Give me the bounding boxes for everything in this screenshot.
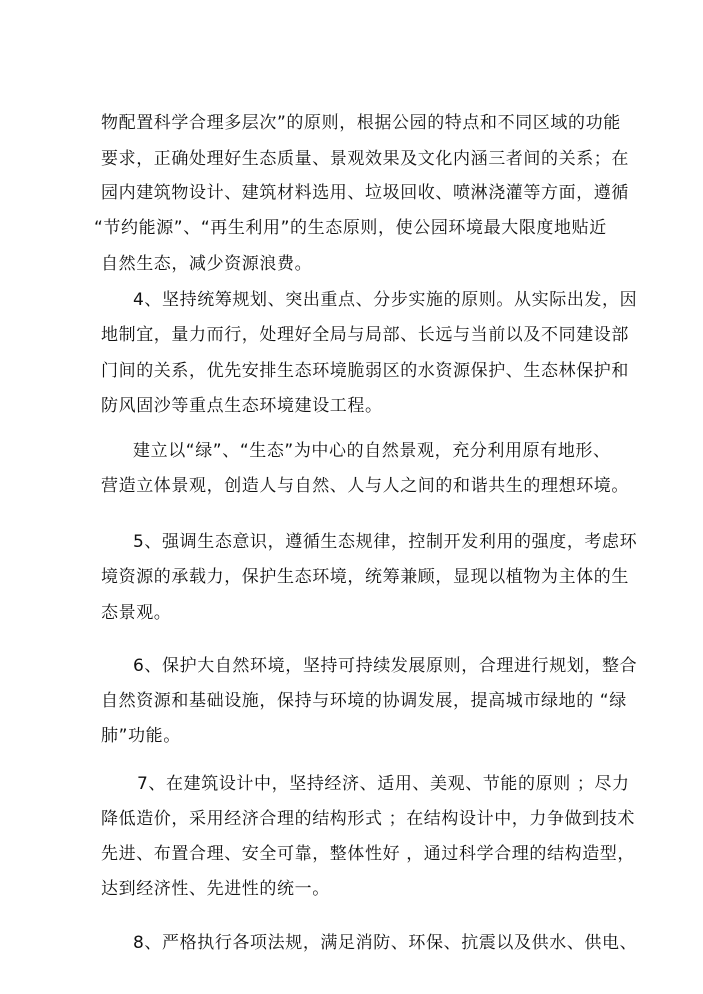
paragraph-6-line-3: 先进、布置合理、安全可靠，整体性好 ，通过科学合理的结构造型， — [101, 844, 636, 864]
paragraph-2-line-2: 地制宜，量力而行，处理好全局与局部、长远与当前以及不同建设部 — [101, 325, 629, 345]
paragraph-6-line-1: 7、在建筑设计中，坚持经济、适用、美观、节能的原则 ；尽力 — [137, 774, 630, 794]
paragraph-7-line-1: 8、严格执行各项法规，满足消防、环保、抗震以及供水、供电、 — [133, 933, 638, 953]
paragraph-5-line-3: 肺”功能。 — [101, 726, 181, 746]
paragraph-1-line-1: 物配置科学合理多层次”的原则，根据公园的特点和不同区域的功能 — [101, 113, 621, 133]
paragraph-4-line-3: 态景观。 — [101, 603, 172, 623]
paragraph-6-line-4: 达到经济性、先进性的统一。 — [101, 879, 330, 899]
paragraph-1-line-5: 自然生态，减少资源浪费。 — [101, 254, 313, 274]
paragraph-1-line-3: 园内建筑物设计、建筑材料选用、垃圾回收、喷淋浇灌等方面，遵循 — [101, 183, 629, 203]
paragraph-1-line-2: 要求，正确处理好生态质量、景观效果及文化内涵三者间的关系；在 — [101, 149, 629, 169]
paragraph-5-line-2: 自然资源和基础设施，保持与环境的协调发展，提高城市绿地的 “绿 — [101, 691, 627, 711]
paragraph-2-line-4: 防风固沙等重点生态环境建设工程。 — [101, 396, 383, 416]
paragraph-4-line-2: 境资源的承载力，保护生态环境，统筹兼顾，显现以植物为主体的生 — [101, 567, 629, 587]
paragraph-2-line-3: 门间的关系，优先安排生态环境脆弱区的水资源保护、生态林保护和 — [101, 361, 629, 381]
paragraph-4-line-1: 5、强调生态意识，遵循生态规律，控制开发利用的强度，考虑环 — [133, 532, 638, 552]
paragraph-5-line-1: 6、保护大自然环境，坚持可持续发展原则，合理进行规划，整合 — [133, 656, 638, 676]
paragraph-3-line-2: 营造立体景观，创造人与自然、人与人之间的和谐共生的理想环境。 — [101, 476, 629, 496]
paragraph-2-line-1: 4、坚持统筹规划、突出重点、分步实施的原则。从实际出发，因 — [133, 290, 638, 310]
paragraph-6-line-2: 降低造价，采用经济合理的结构形式 ；在结构设计中，力争做到技术 — [101, 809, 636, 829]
paragraph-3-line-1: 建立以“绿”、“生态”为中心的自然景观，充分利用原有地形、 — [133, 441, 611, 461]
paragraph-1-line-4: “节约能源”、“再生利用”的生态原则，使公园环境最大限度地贴近 — [94, 218, 607, 238]
